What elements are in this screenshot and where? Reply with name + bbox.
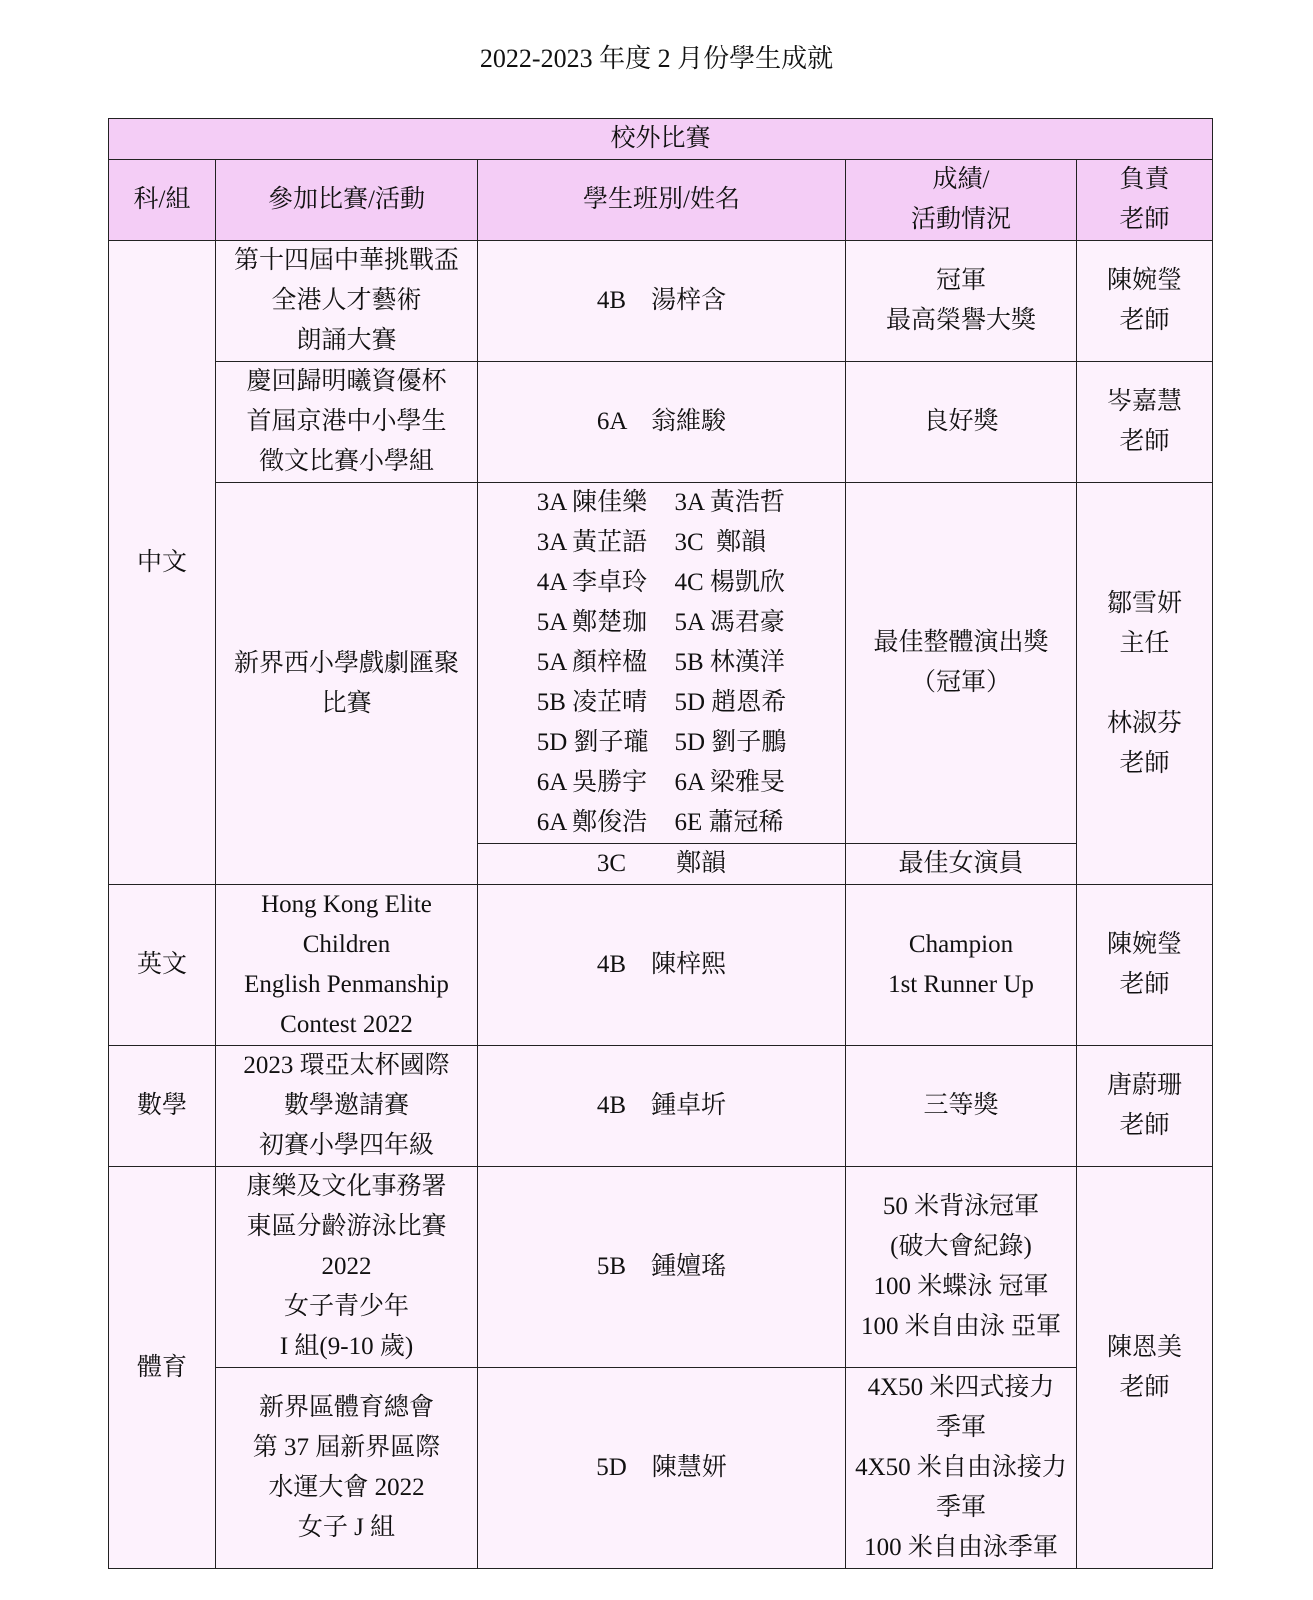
teacher-cell: 陳婉瑩 老師 [1077, 885, 1213, 1046]
result-cell: 4X50 米四式接力 季軍 4X50 米自由泳接力 季軍 100 米自由泳季軍 [846, 1368, 1077, 1569]
event-cell: 新界區體育總會 第 37 屆新界區際 水運大會 2022 女子 J 組 [216, 1368, 478, 1569]
student-cell: 5D 陳慧妍 [478, 1368, 846, 1569]
student-name: 5A 馮君豪 [674, 609, 785, 636]
table-row [109, 1167, 1213, 1368]
student-name: 6A 梁雅旻 [674, 769, 785, 796]
subject-pe: 體育 [109, 1167, 216, 1569]
event-cell: 新界西小學戲劇匯聚 比賽 [216, 483, 478, 885]
teacher-cell: 唐蔚珊 老師 [1077, 1046, 1213, 1167]
student-name: 5B 林漢洋 [674, 649, 785, 676]
event-cell: Hong Kong Elite Children English Penmanship Contest 2022 [216, 885, 478, 1046]
student-name: 5D 劉子瓏 [536, 729, 649, 756]
student-name: 3A 黃芷語 [536, 529, 648, 556]
student-name: 5A 鄭楚珈 [536, 609, 648, 636]
event-cell: 2023 環亞太杯國際 數學邀請賽 初賽小學四年級 [216, 1046, 478, 1167]
result-cell: 最佳女演員 [846, 844, 1077, 885]
student-cell: 6A 翁維駿 [478, 362, 846, 483]
student-name: 3A 黃浩哲 [674, 489, 785, 516]
student-name: 6E 蕭冠稀 [674, 809, 784, 836]
header-result: 成績/ 活動情況 [846, 160, 1077, 241]
header-subject: 科/組 [109, 160, 216, 241]
student-name: 3A 陳佳樂 [536, 489, 648, 516]
student-cell: 4B 鍾卓圻 [478, 1046, 846, 1167]
student-cell: 3C 鄭韻 [478, 844, 846, 885]
student-name: 5B 凌芷晴 [536, 689, 648, 716]
student-list-cell [478, 483, 846, 844]
teacher-cell: 鄒雪妍 主任 林淑芬 老師 [1077, 483, 1213, 885]
result-cell: 良好獎 [846, 362, 1077, 483]
result-cell: Champion 1st Runner Up [846, 885, 1077, 1046]
event-cell: 康樂及文化事務署 東區分齡游泳比賽 2022 女子青少年 I 組(9-10 歲) [216, 1167, 478, 1368]
student-name: 3C 鄭韻 [674, 529, 767, 556]
student-cell: 4B 湯梓含 [478, 241, 846, 362]
teacher-cell: 陳婉瑩 老師 [1077, 241, 1213, 362]
student-name: 6A 鄭俊浩 [536, 809, 648, 836]
caption-row [109, 119, 1213, 160]
student-name: 5A 顏梓楹 [536, 649, 648, 676]
table-row [109, 362, 1213, 483]
table-row [109, 483, 1213, 844]
table-row [109, 1368, 1213, 1569]
student-cell: 4B 陳梓熙 [478, 885, 846, 1046]
table-caption: 校外比賽 [109, 119, 1213, 160]
header-teacher: 負責 老師 [1077, 160, 1213, 241]
event-cell: 慶回歸明曦資優杯 首屆京港中小學生 徵文比賽小學組 [216, 362, 478, 483]
student-name: 4C 楊凱欣 [674, 569, 785, 596]
header-event: 參加比賽/活動 [216, 160, 478, 241]
teacher-cell: 岑嘉慧 老師 [1077, 362, 1213, 483]
table-row [109, 885, 1213, 1046]
subject-math: 數學 [109, 1046, 216, 1167]
result-cell: 50 米背泳冠軍 (破大會紀錄) 100 米蝶泳 冠軍 100 米自由泳 亞軍 [846, 1167, 1077, 1368]
achievements-table [108, 118, 1213, 1569]
event-cell: 第十四屆中華挑戰盃 全港人才藝術 朗誦大賽 [216, 241, 478, 362]
table-row [109, 1046, 1213, 1167]
result-cell: 最佳整體演出獎 （冠軍） [846, 483, 1077, 844]
header-row [109, 160, 1213, 241]
teacher-cell: 陳恩美 老師 [1077, 1167, 1213, 1569]
student-name: 5D 趙恩希 [674, 689, 787, 716]
student-name: 4A 李卓玲 [536, 569, 648, 596]
subject-english: 英文 [109, 885, 216, 1046]
result-cell: 冠軍 最高榮譽大獎 [846, 241, 1077, 362]
student-name-grid [537, 483, 787, 843]
page-title: 2022-2023 年度 2 月份學生成就 [479, 44, 834, 73]
student-name: 6A 吳勝宇 [536, 769, 648, 796]
subject-chinese: 中文 [109, 241, 216, 885]
header-student: 學生班別/姓名 [478, 160, 846, 241]
table-row [109, 241, 1213, 362]
student-cell: 5B 鍾嬗瑤 [478, 1167, 846, 1368]
result-cell: 三等獎 [846, 1046, 1077, 1167]
student-name: 5D 劉子鵬 [674, 729, 787, 756]
